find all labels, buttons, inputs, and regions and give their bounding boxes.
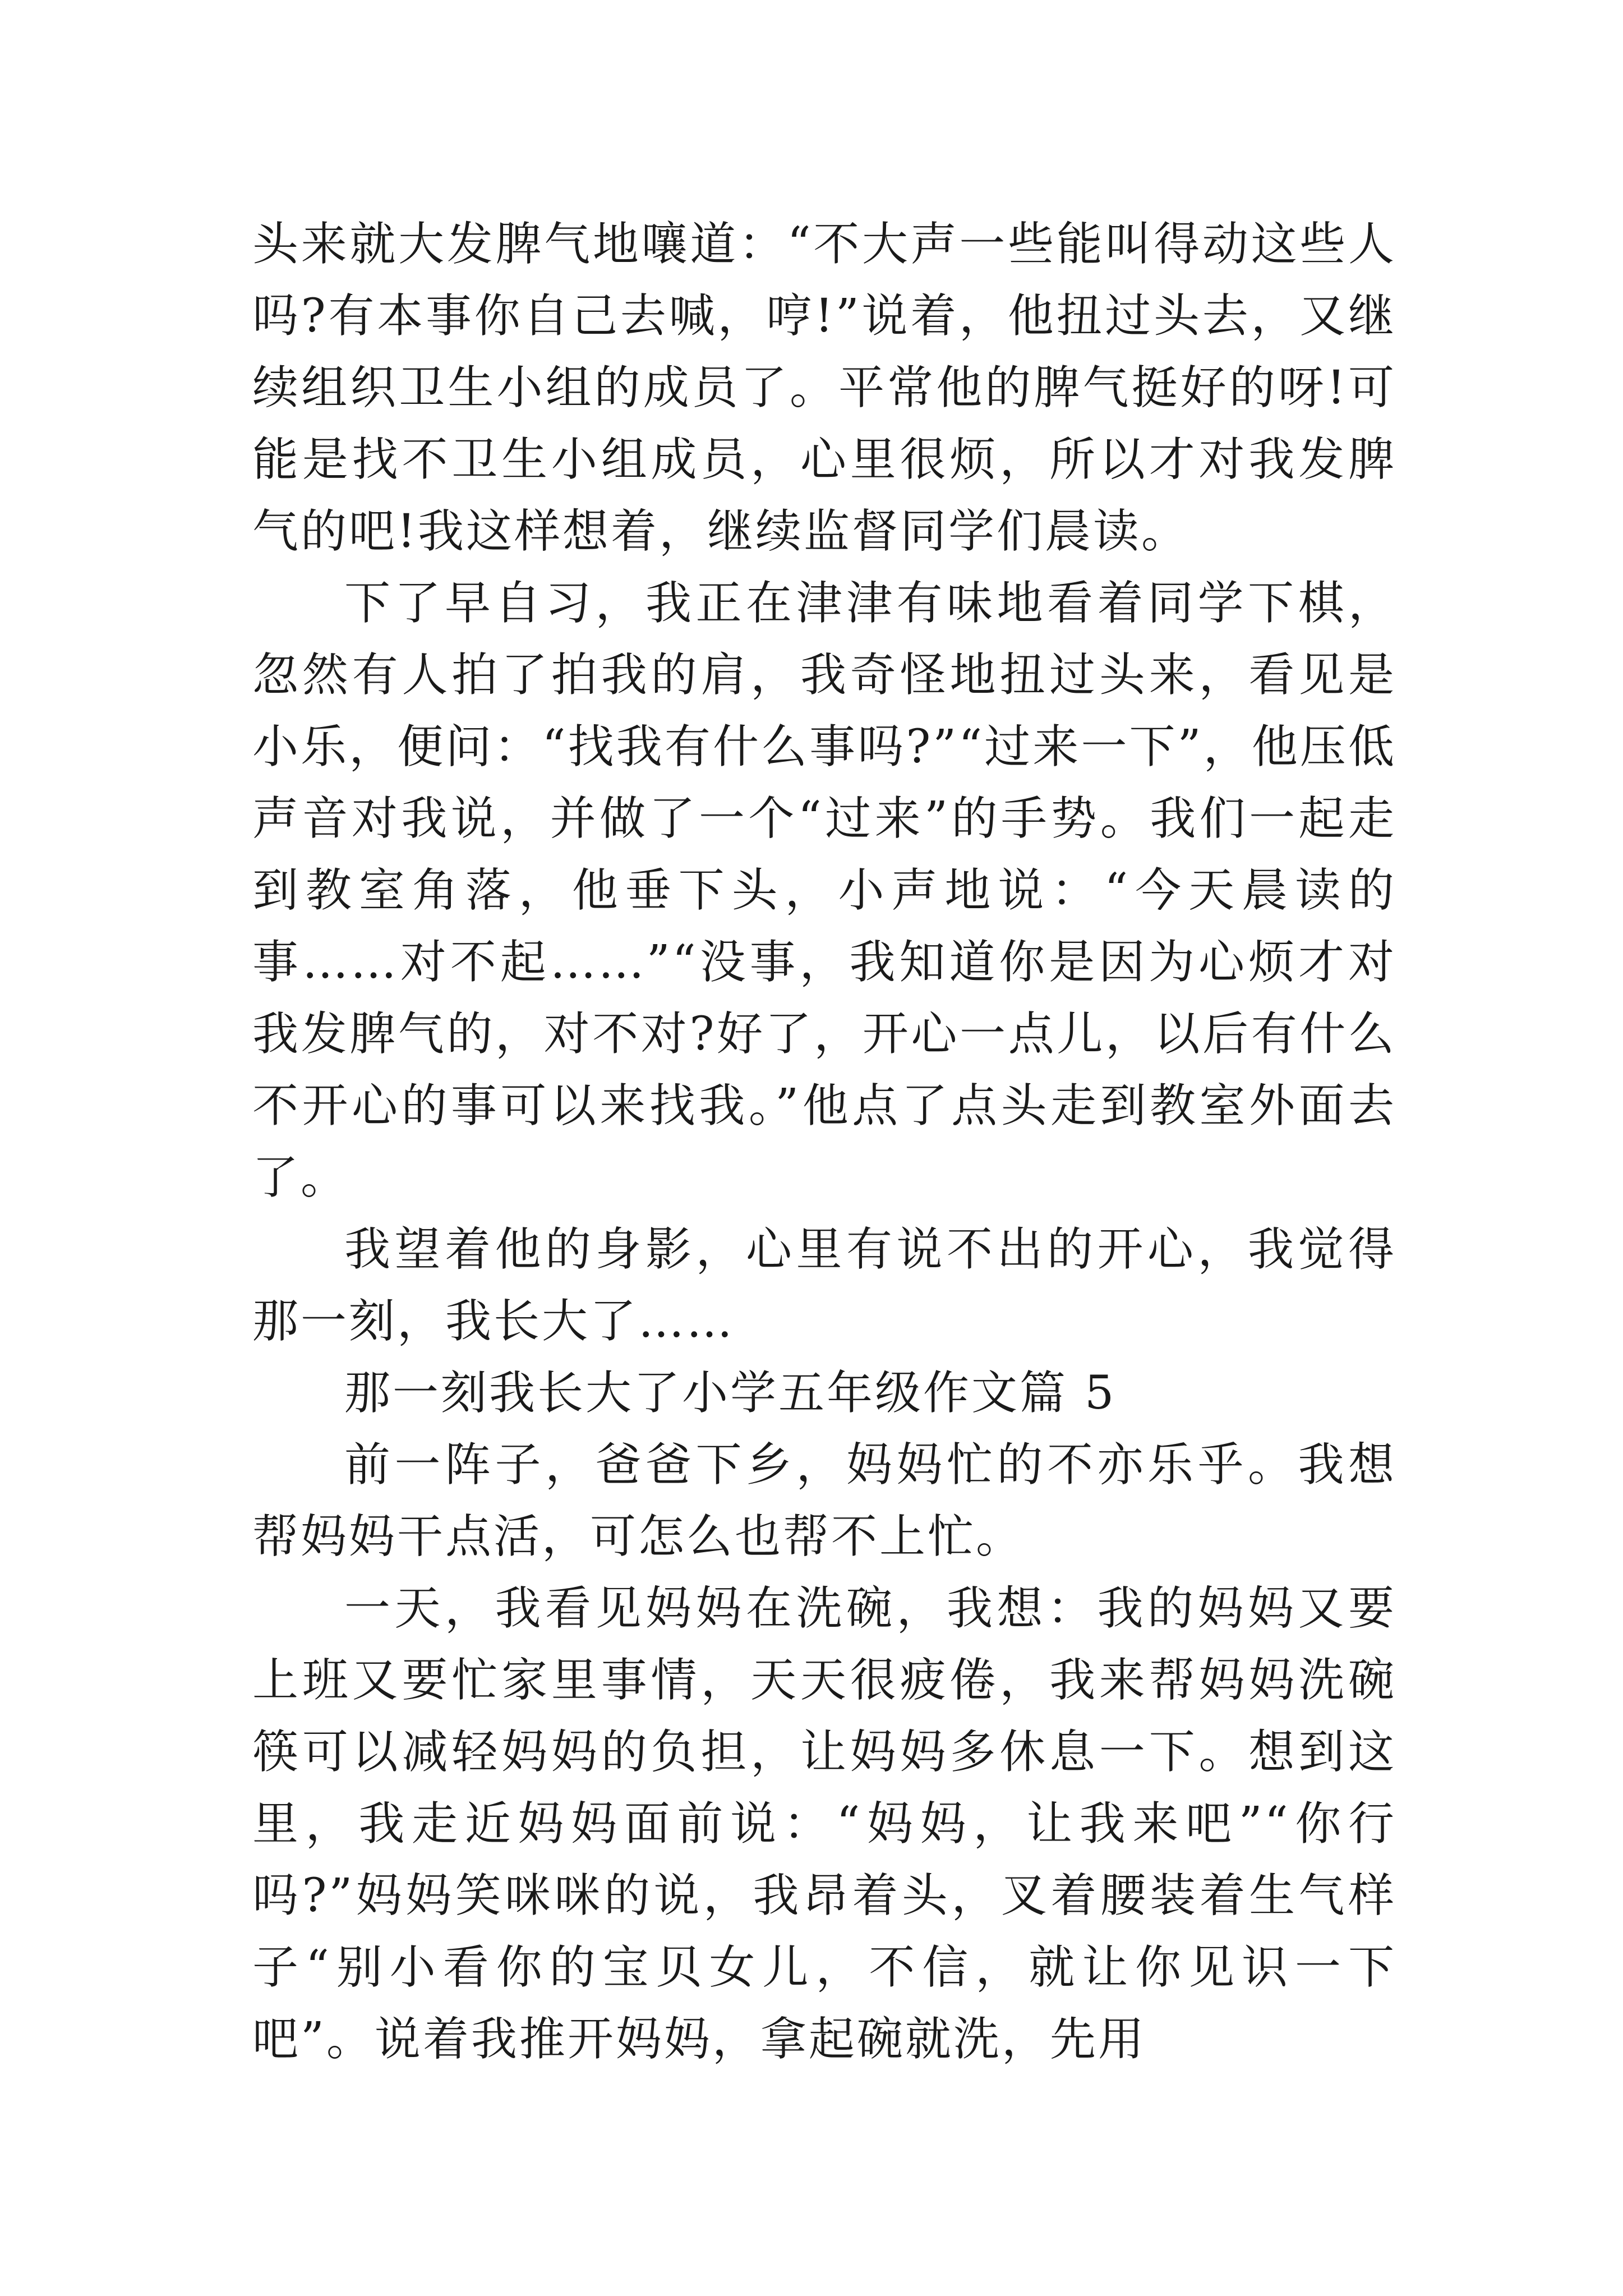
document-body	[252, 209, 1396, 2076]
section-heading: 那一刻我长大了小学五年级作文篇 5	[344, 1366, 1117, 1420]
paragraph-5: 前一阵子，爸爸下乡，妈妈忙的不亦乐乎。我想帮妈妈干点活，可怎么也帮不上忙。	[252, 1438, 1396, 1563]
paragraph-1: 头来就大发脾气地嚷道：“不大声一些能叫得动这些人吗?有本事你自己去喊，哼!”说着，他扭过头去，又继续组织卫生小组的成员了。平常他的脾气挺好的呀!可能是找不卫生小组成员，心里很烦，所以才对我发脾气的吧!我这样想着，继续监督同学们晨读。	[252, 218, 1396, 558]
paragraph-2: 下了早自习，我正在津津有味地看着同学下棋，忽然有人拍了拍我的肩，我奇怪地扭过头来，看见是小乐，便问：“找我有什么事吗?”“过来一下”，他压低声音对我说，并做了一个“过来”的手势。我们一起走到教室角落，他垂下头，小声地说：“今天晨读的事……对不起……”“没事，我知道你是因为心烦才对我发脾气的，对不对?好了，开心一点儿，以后有什么不开心的事可以来找我。”他点了点头走到教室外面去了。	[252, 577, 1396, 1204]
paragraph-6: 一天，我看见妈妈在洗碗，我想：我的妈妈又要上班又要忙家里事情，天天很疲倦，我来帮妈妈洗碗筷可以减轻妈妈的负担，让妈妈多休息一下。想到这里，我走近妈妈面前说：“妈妈，让我来吧”“你行吗?”妈妈笑咪咪的说，我昂着头，叉着腰装着生气样子“别小看你的宝贝女儿，不信，就让你见识一下吧”。说着我推开妈妈，拿起碗就洗，先用	[252, 1582, 1396, 2066]
paragraph-3: 我望着他的身影，心里有说不出的开心，我觉得那一刻，我长大了……	[252, 1223, 1396, 1348]
